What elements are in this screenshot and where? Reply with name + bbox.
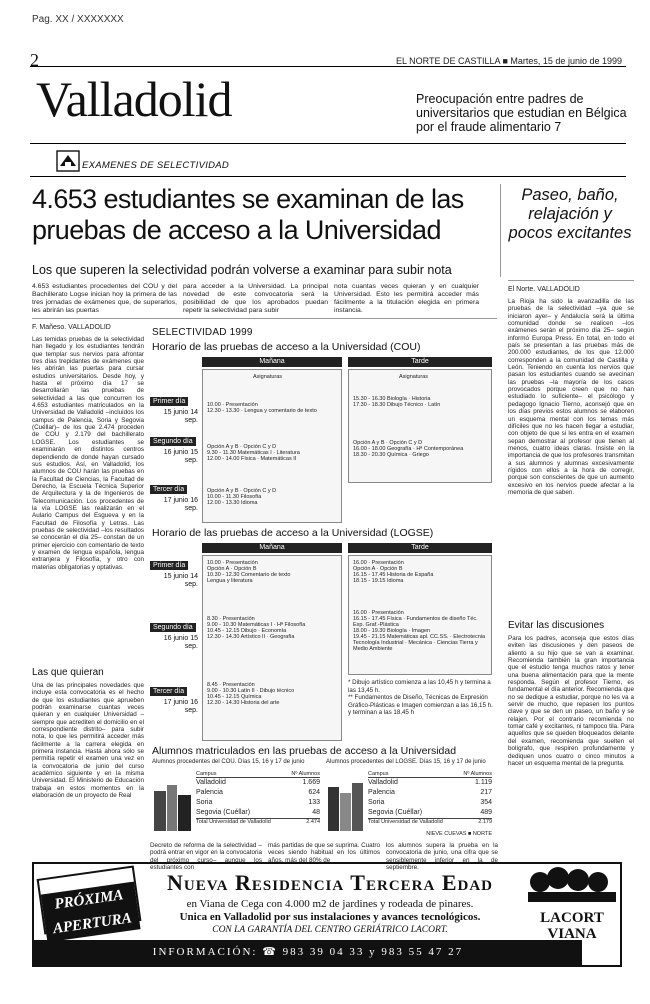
enrolled-title: Alumnos matriculados en las pruebas de acceso a la Universidad xyxy=(152,745,457,757)
section-title: Valladolid xyxy=(36,71,232,127)
subhead-right: Evitar las discusiones xyxy=(508,620,605,631)
cou-subjects-a: Asignaturas xyxy=(399,374,429,380)
graphic-notes: * Dibujo artístico comienza a las 10,45 h y termina a las 13,45 h. ** Fundamentos de Diseño, Técnicas de Expresión Gráfico-Plásticas e Imagen comienzan a las 16,15 h. y terminan a las 18,45 h xyxy=(348,679,493,716)
logse-day-1-dates: 15 junio 14 sep. xyxy=(163,573,198,588)
cou-m3: Opción A y B · Opción C y D 10.00 - 11.30 Filosofía 12.00 - 13.30 Idioma xyxy=(207,488,277,506)
cou-day-2-label: Segundo día xyxy=(150,437,196,446)
page-number: 2 xyxy=(30,50,39,70)
lead-col-3: nota cuantas veces quieran y en cualquier Universidad. Esto les permitirá acceder más fácilmente a la titulación elegida en primera instancia. xyxy=(334,283,479,314)
body-right-2: Para los padres, aconseja que estos días eviten las discusiones y den paseos de aliento a su hijo que se van a examinar. Recomienda también la gran importancia que el estudio tenga muchos ratos y tener una buena alimentación para que la mente responda. Según el profesor Tierno, es fundamental el día anterior. Recomienda que no se dedique a estudiar, porque no les va a servir de mucho, que repasen los puntos clave y que se den un paseo, un baño y se relajen. Por el contrario recomienda no tomar café y excitantes, ni tampoco tila. Para aquellos que se queden bloqueados delante del examen, recomienda que suelten el bolígrafo, que respiren profundamente y dediquen unos cuatro o cinco minutos a hacer un esquema mental de la pregunta. xyxy=(508,635,634,767)
table-row: Soria 354 xyxy=(368,799,492,806)
table-row: Palencia 624 xyxy=(196,789,320,796)
teaser-page: 7 xyxy=(554,120,562,134)
logse-afternoon-panel xyxy=(348,555,492,675)
lead-rule xyxy=(32,318,497,319)
teaser-text: Preocupación entre padres de universitarios que estudian en Bélgica por el fraude alimentario xyxy=(416,92,627,134)
section-rule xyxy=(30,143,626,144)
cou-day-1-label: Primer día xyxy=(150,397,188,406)
cou-day-3-label: Tercer día xyxy=(150,485,187,494)
graphic-credit: NIEVE CUEVAS ■ NORTE xyxy=(426,831,492,837)
logse-enrolled-head: Alumnos procedentes del LOGSE. Días 15, 16 y 17 de junio xyxy=(326,759,486,765)
body-bottom-3: más partidas de que se suprima. Cuatro veces siendo habitual en los últimos años, más del 80% de xyxy=(268,842,381,864)
graphic-title: SELECTIVIDAD 1999 xyxy=(152,327,253,338)
top-rule xyxy=(30,66,626,67)
cou-day-1-dates: 15 junio 14 sep. xyxy=(163,409,198,424)
ad-line-1: en Viana de Cega con 4.000 m2 de jardines y rodeada de pinares. xyxy=(186,898,474,910)
cou-afternoon-panel xyxy=(348,369,492,483)
books-icon xyxy=(152,771,194,833)
ad-line-2: Unica en Valladolid por sus instalaciones y avances tecnológicos. xyxy=(179,911,481,923)
side-rule xyxy=(508,280,634,281)
ad-stamp: PRÓXIMA APERTURA xyxy=(37,865,142,934)
logse-day-3-dates: 17 junio 16 sep. xyxy=(163,699,198,714)
body-right-1: La Rioja ha sido la avanzadilla de las pruebas de la selectividad –ya que se iniciaron ayer– y Andalucía será la última comunidad donde se realicen –los exámenes serán el próximo día 25– según informó Europa Press. En total, en todo el país se presentan a las pruebas más de 200.000 estudiantes, de los que 12.000 corresponden a la comunidad de Castilla y León. Teniendo en cuenta los nervios que pasan los estudiantes cuando se avecinan las pruebas –la mayoría de los casos provocados porque creen que no han estudiado lo suficiente– el psicólogo y pedagogo Ignacio Tierno, aconsejó que en los días previos estos alumnos se elaboren un esquema mental con los temas más difíciles que no les hacen llegar a estudiar, con objeto de que si les entra en el examen sepan demostrar al profesor que tienen al menos, cuatro ideas claras. Insiste en la importancia de que los profesores transmitan a sus alumnos y alumnas excesivamente rígidos con ellos a la hora de corregir, porque son conscientes de que un aumento excesivo en los nervios puede afectar a la memoria de que saben. xyxy=(508,298,635,496)
table-row: Valladolid 1.119 xyxy=(368,779,492,786)
byline: F. Mañeso. VALLADOLID xyxy=(32,324,111,331)
logse-m1: 10.00 · Presentación Opción A · Opción B 10.30 - 12.30 Comentario de texto Lengua y literatura xyxy=(207,560,291,584)
table-row: Segovia (Cuéllar) 48 xyxy=(196,809,320,816)
cou-title: Horario de las pruebas de acceso a la Universidad (COU) xyxy=(152,341,421,353)
body-bottom-2: Decreto de reforma de la selectividad –podrá entrar en vigor en la convocatoria del próximo curso– aunque los estudiantes con xyxy=(150,842,262,872)
table-row: Valladolid 1.669 xyxy=(196,779,320,786)
teaser[interactable] xyxy=(416,92,636,134)
cou-afternoon-band: Tarde xyxy=(348,357,492,367)
logse-a1: 16.00 · Presentación Opción A · Opción B 16.15 - 17.45 Historia de España 18.15 - 19.15 Idioma xyxy=(353,560,434,584)
side-headline: Paseo, baño, relajación y pocos excitantes xyxy=(508,186,632,242)
books-icon xyxy=(326,771,366,833)
logse-morning-band: Mañana xyxy=(202,543,342,553)
lead-col-1: 4.653 estudiantes procedentes del COU y del Bachillerato Logse inician hoy la primera de las tres jornadas de exámenes que, de superarlos, les abrirán las puertas xyxy=(32,283,177,314)
cou-morning-panel xyxy=(202,369,342,523)
logse-morning-panel xyxy=(202,555,342,741)
body-col-1a: Las temidas pruebas de la selectividad han llegado y los estudiantes tendrán que templar sus nervios para afrontar tres días trepidantes de exámenes que les abrirán las puertas para cursar estudios universitarios. Desde hoy, y hasta el próximo día 17 se desarrollarán las pruebas de selectividad a las que concurren los 4.653 estudiantes matriculados en la Universidad de Valladolid –incluidos los campus de Palencia, Soria y Segovia (Cuéllar)– de los que 2.474 proceden de COU y 2.179 del bachillerato LOGSE. Los estudiantes se examinarán en distintos centros dependiendo de donde hayan cursado sus estudios. Así, en Valladolid, los alumnos de COU harán las pruebas en la Facultad de Ciencias, la Facultad de Derecho, la Escuela Técnica Superior de Arquitectura y la de Ingenieros de Telecomunicación. Los procedentes de la vía LOGSE las realizarán en el Aulario Campus del Esgueva y en la Facultad de Filosofía y Letras. Las pruebas de selectividad –los resultados se conocerán el día 25– constan de un primer ejercicio con comentario de texto y examen de lengua española, lengua extranjera y Filosofía, y otro con materias obligatorias y optativas. xyxy=(32,336,144,571)
subhead-1: Las que quieran xyxy=(32,667,104,678)
cou-m2: Opción A y B · Opción C y D 9.30 - 11.30 Matemáticas I · Literatura 12.00 - 14.00 Física · Matemáticas II xyxy=(207,444,300,462)
cou-a2: Opción A y B · Opción C y D 16.00 - 18.00 Geografía · Hª Contemporánea 18.30 - 20.30 Química · Griego xyxy=(353,440,464,458)
schedule-graphic xyxy=(150,325,496,840)
cou-day-2-dates: 16 junio 15 sep. xyxy=(163,449,198,464)
cou-enrolled-head: Alumnos procedentes del COU. Días 15, 16 y 17 de junio xyxy=(152,759,305,765)
ad-info-band: INFORMACIÓN: ☎ 983 39 04 33 y 983 55 47 27 xyxy=(34,940,582,965)
logse-afternoon-band: Tarde xyxy=(348,543,492,553)
lead-col-2: para acceder a la Universidad. La principal novedad de este convocatoria será la posibilidad de que los aprobados puedan repetir la selectividad para subir xyxy=(183,283,328,314)
deck: Los que superen la selectividad podrán volverse a examinar para subir nota xyxy=(32,263,452,277)
logse-day-2-dates: 16 junio 15 sep. xyxy=(163,635,198,650)
cou-enrolled-table: Campus Nº Alumnos Valladolid 1.669 Palencia 624 Soria 133 Segovia (Cuéllar) 48 Total Universidad de Valladolid 2.474 xyxy=(196,771,320,825)
cou-a1: 15.30 - 16.30 Biología · Historia 17.30 - 18.30 Dibujo Técnico · Latín xyxy=(353,396,441,408)
body-bottom-4: los alumnos supera la prueba en la convocatoria de junio, una cifra que se sensiblemente inferior en la de septiembre. xyxy=(386,842,498,872)
logse-m3: 8.45 · Presentación 9.00 - 10.30 Latín II · Dibujo técnico 10.45 - 12.15 Química 12.30 - 14.30 Historia del arte xyxy=(207,682,295,706)
headline: 4.653 estudiantes se examinan de las pruebas de acceso a la Universidad xyxy=(32,184,464,245)
trees-icon xyxy=(528,866,616,906)
logse-title: Horario de las pruebas de acceso a la Universidad (LOGSE) xyxy=(152,527,434,539)
cou-m1: 10.00 · Presentación 12.30 - 13.30 · Lengua y comentario de texto xyxy=(207,402,317,414)
running-head: EL NORTE DE CASTILLA ■ Martes, 15 de junio de 1999 xyxy=(395,56,622,66)
kicker: EXAMENES DE SELECTIVIDAD xyxy=(82,160,230,171)
cou-morning-band: Mañana xyxy=(202,357,342,367)
table-row: Segovia (Cuéllar) 489 xyxy=(368,809,492,816)
logse-m2: 8.30 · Presentación 9.00 - 10.30 Matemáticas I · Hª Filosofía 10.45 - 12.15 Dibujo · Economía 12.30 - 14.30 Artístico II · Geografía xyxy=(207,616,306,640)
logse-a2: 16.00 · Presentación 16.15 - 17.45 Física · Fundamentos de diseño Téc. Exp. Graf.-Plástica 18.00 - 19.30 Biología · Imagen 19.45 - 21.15 Matemáticas apl. CC.SS. · Electrotecnia Tecnología Industrial · Mecánica · Ciencias Tierra y Medio Ambiente xyxy=(353,610,486,652)
ad-line-3: CON LA GARANTÍA DEL CENTRO GERIÁTRICO LACORT. xyxy=(212,925,448,935)
logse-enrolled-table: Campus Nº Alumnos Valladolid 1.119 Palencia 217 Soria 354 Segovia (Cuéllar) 489 Total Universidad de Valladolid 2.179 xyxy=(368,771,492,825)
side-byline: El Norte. VALLADOLID xyxy=(508,286,580,293)
body-col-1b: Una de las principales novedades que incluye esta convocatoria es el hecho de que los estudiantes que aprueben podrán examinarse cuantas veces quieran y en cualquier Universidad –siempre que acrediten el domicilio en el correspondiente distrito– para subir nota, lo que les permitirá acceder más fácilmente a la carrera elegida en primera instancia. Hasta ahora sólo se permitía repetir el examen una vez en la convocatoria de junio del curso académico siguiente y en la misma Universidad. El Ministerio de Educación trabaja en estos momentos en la elaboración de un proyecto de Real xyxy=(32,682,144,800)
ad-logo: LACORT VIANA xyxy=(540,910,604,942)
cou-day-3-dates: 17 junio 16 sep. xyxy=(163,497,198,512)
cou-subjects-m: Asignaturas xyxy=(253,374,283,380)
ad-title: Nueva Residencia Tercera Edad xyxy=(167,870,493,895)
university-logo-icon xyxy=(56,150,80,172)
kicker-rule xyxy=(30,176,626,177)
page-reference: Pag. XX / XXXXXXX xyxy=(32,14,124,25)
logse-day-1-label: Primer día xyxy=(150,561,188,570)
logse-day-2-label: Segundo día xyxy=(150,623,196,632)
logse-day-3-label: Tercer día xyxy=(150,687,187,696)
table-row: Soria 133 xyxy=(196,799,320,806)
table-row: Palencia 217 xyxy=(368,789,492,796)
